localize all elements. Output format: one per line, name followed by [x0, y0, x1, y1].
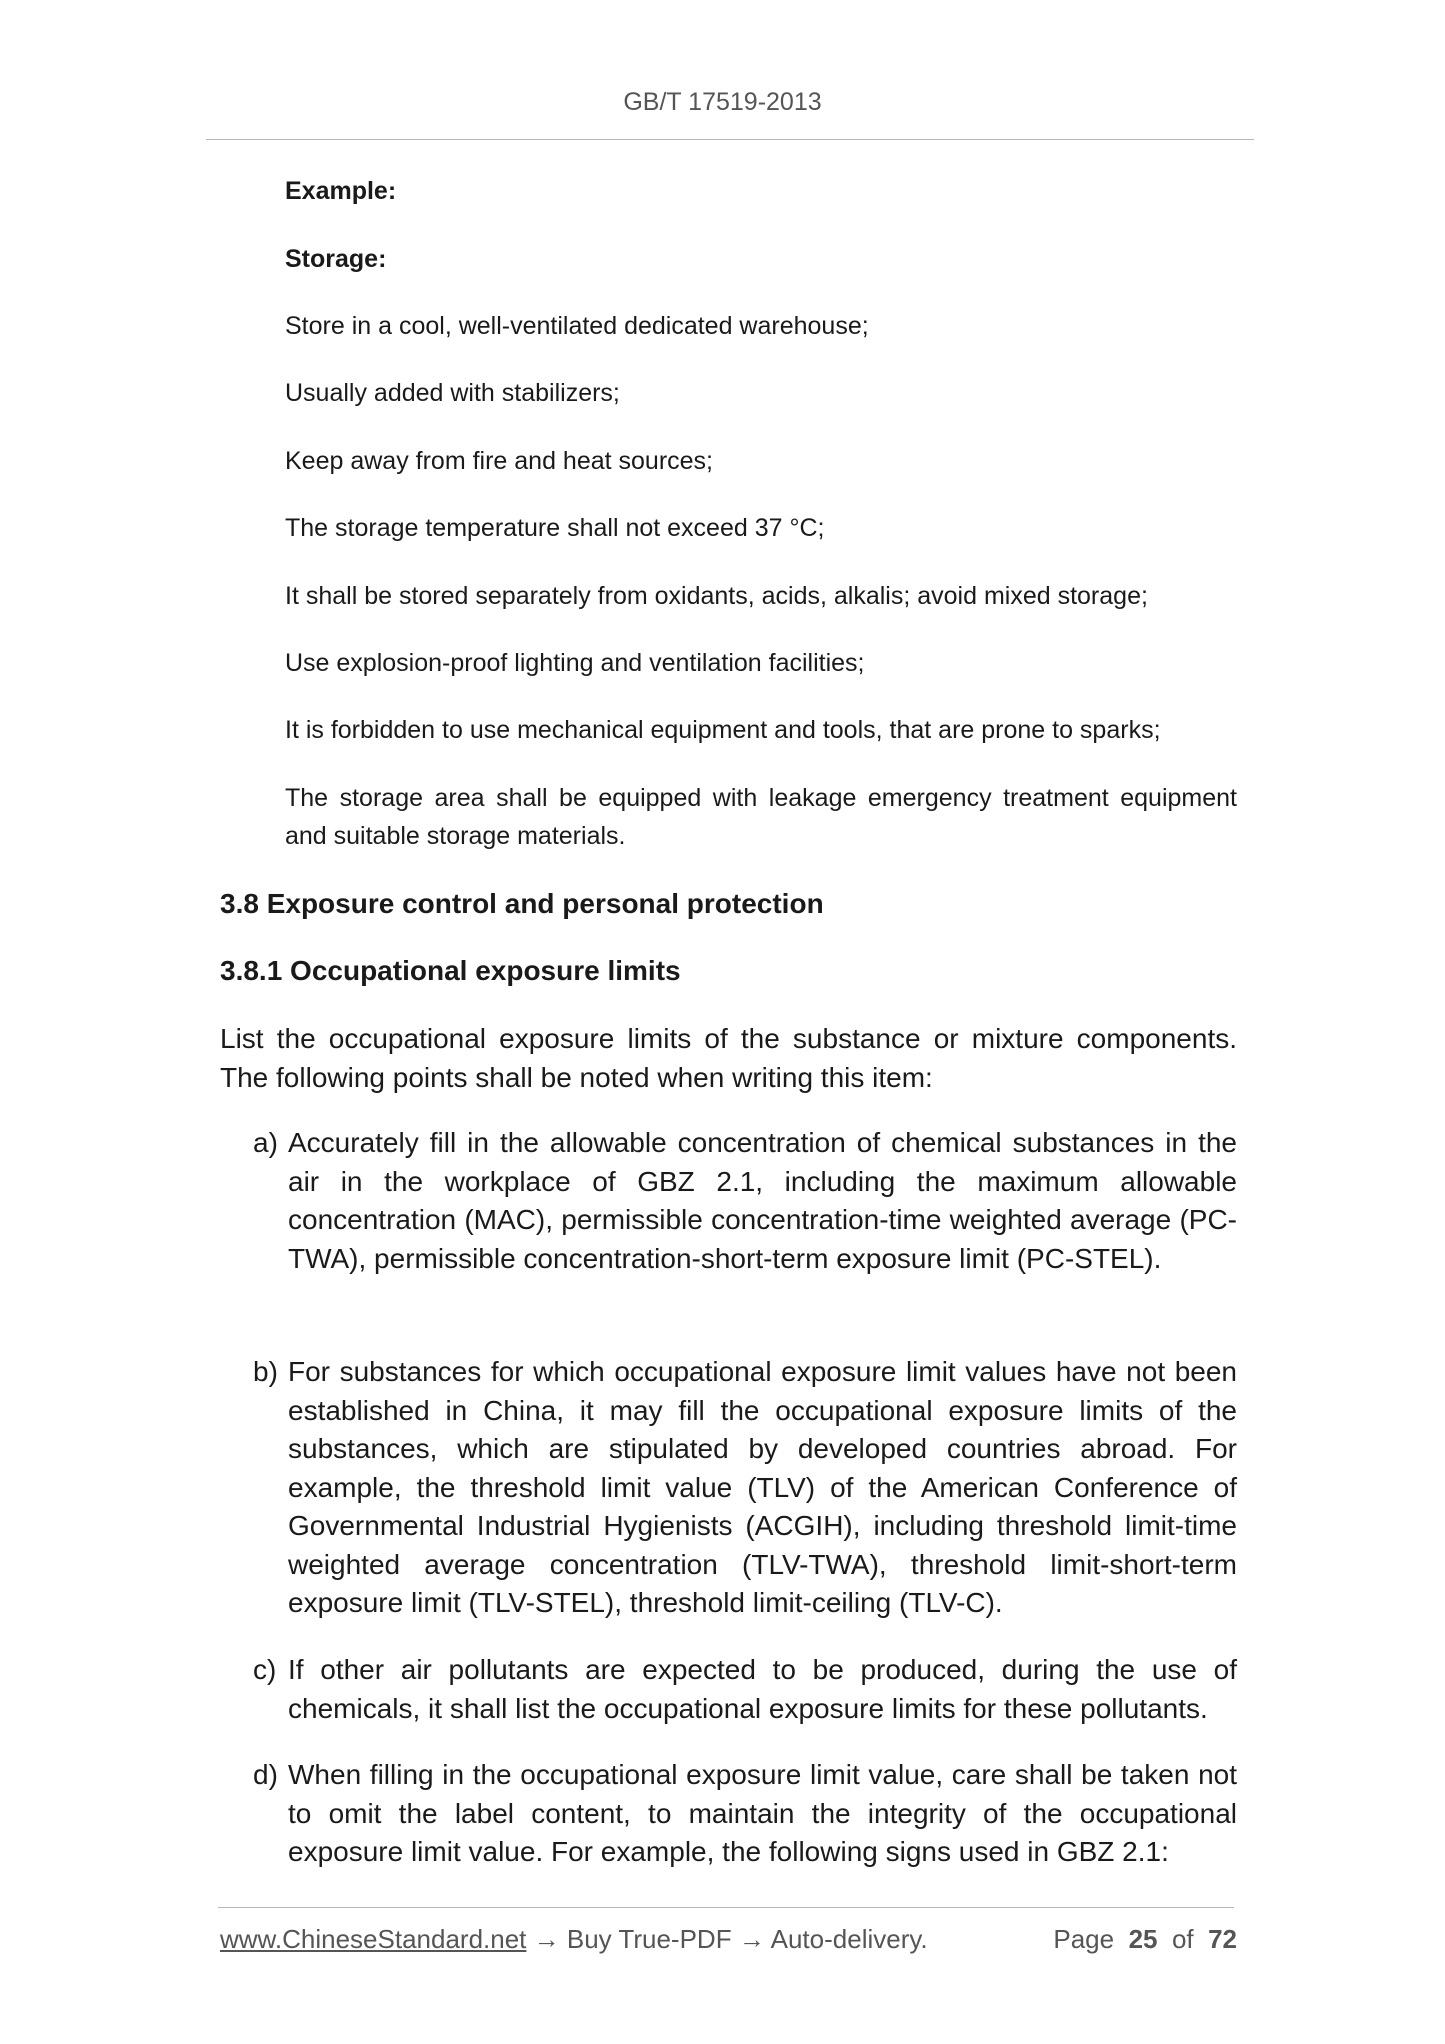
- buy-text: Buy True-PDF: [566, 1924, 732, 1954]
- list-item-label: c): [253, 1654, 277, 1685]
- delivery-text: Auto-delivery.: [770, 1924, 928, 1954]
- storage-line: Use explosion-proof lighting and ventilation facilities;: [285, 649, 865, 677]
- of-word: of: [1171, 1924, 1194, 1954]
- storage-line: It is forbidden to use mechanical equipment and tools, that are prone to sparks;: [285, 716, 1161, 744]
- storage-line: The storage temperature shall not exceed 37 °C;: [285, 514, 825, 542]
- subsection-heading: 3.8.1 Occupational exposure limits: [220, 955, 681, 986]
- total-pages: 72: [1208, 1924, 1237, 1954]
- list-item-label: d): [253, 1759, 278, 1790]
- arrow-icon: →: [738, 1924, 765, 1954]
- list-item: [253, 1651, 1237, 1728]
- storage-label: Storage:: [285, 245, 387, 273]
- arrow-icon: →: [533, 1924, 560, 1954]
- section-intro: List the occupational exposure limits of the substance or mixture components. The following points shall be noted when writing this item:: [220, 1023, 1237, 1093]
- page-header: GB/T 17519-2013: [623, 88, 822, 116]
- storage-line: It shall be stored separately from oxidants, acids, alkalis; avoid mixed storage;: [285, 582, 1148, 610]
- section-heading: 3.8 Exposure control and personal protection: [220, 888, 824, 919]
- list-item-text: For substances for which occupational exposure limit values have not been established in China, it may fill the occupational exposure limits of the substances, which are stipulated by developed countries abroad. For example, the threshold limit value (TLV) of the American Conference of Governmental Industrial Hygienists (ACGIH), including threshold limit-time weighted average concentration (TLV-TWA), threshold limit-short-term exposure limit (TLV-STEL), threshold limit-ceiling (TLV-C).: [288, 1356, 1237, 1618]
- storage-line: Usually added with stabilizers;: [285, 379, 620, 407]
- page-word: Page: [1053, 1924, 1115, 1954]
- example-label: Example:: [285, 177, 397, 205]
- storage-line: Store in a cool, well-ventilated dedicated warehouse;: [285, 312, 869, 340]
- footer-divider: [218, 1907, 1234, 1908]
- list-item-text: If other air pollutants are expected to be produced, during the use of chemicals, it shall list the occupational exposure limits for these pollutants.: [288, 1654, 1237, 1724]
- list-item-text: Accurately fill in the allowable concentration of chemical substances in the air in the workplace of GBZ 2.1, including the maximum allowable concentration (MAC), permissible concentration-time weighted average (PC-TWA), permissible concentration-short-term exposure limit (PC-STEL).: [288, 1127, 1237, 1274]
- list-item-text: When filling in the occupational exposure limit value, care shall be taken not to omit the label content, to maintain the integrity of the occupational exposure limit value. For example, the following signs used in GBZ 2.1:: [288, 1759, 1237, 1867]
- list-item: [253, 1353, 1237, 1623]
- footer-promo: [220, 1924, 928, 1955]
- storage-line: The storage area shall be equipped with leakage emergency treatment equipment and suitable storage materials.: [285, 784, 1237, 850]
- list-item: [253, 1756, 1237, 1872]
- page-number: [1053, 1924, 1237, 1955]
- header-divider: [206, 139, 1254, 140]
- list-item-label: b): [253, 1356, 278, 1387]
- website-link[interactable]: www.ChineseStandard.net: [220, 1924, 527, 1954]
- current-page: 25: [1128, 1924, 1158, 1954]
- storage-line: Keep away from fire and heat sources;: [285, 447, 714, 475]
- list-item-label: a): [253, 1127, 278, 1158]
- list-item: [253, 1124, 1237, 1278]
